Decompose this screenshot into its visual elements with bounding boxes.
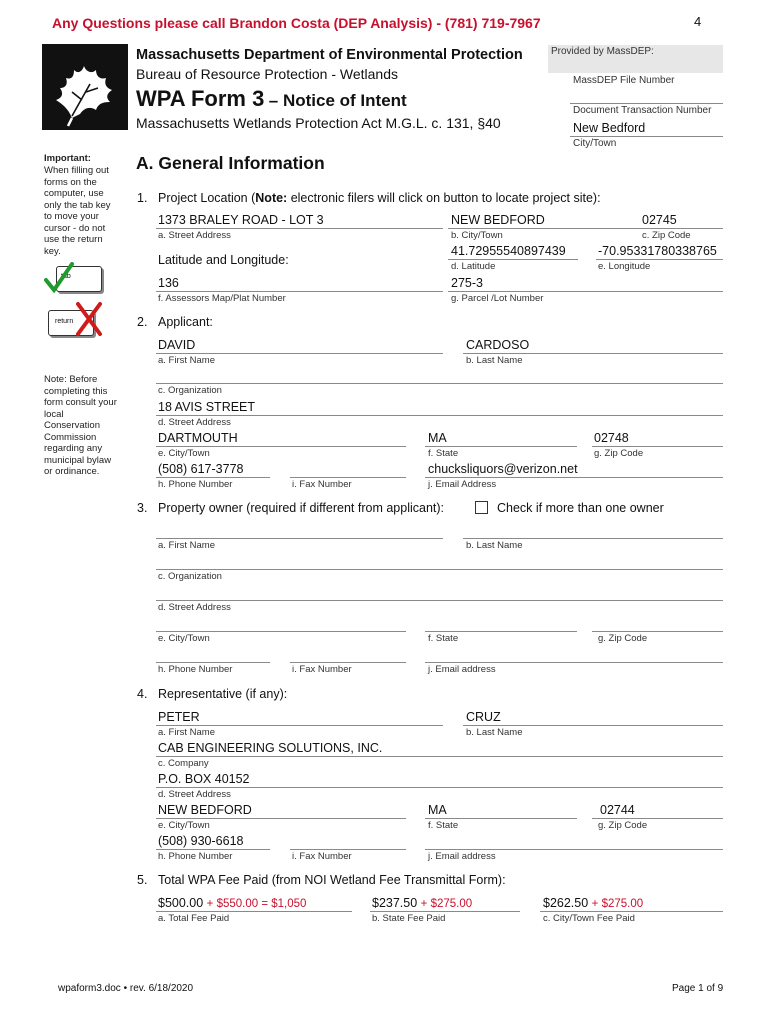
section-a-title: A. General Information [136, 153, 325, 173]
q3-zip-label: g. Zip Code [598, 633, 648, 644]
q4-state-input[interactable]: MA [428, 803, 447, 817]
q2-first-name-input[interactable]: DAVID [158, 338, 196, 352]
q2-city-input[interactable]: DARTMOUTH [158, 431, 238, 445]
act-citation: Massachusetts Wetlands Protection Act M.G.L. c. 131, §40 [136, 115, 501, 131]
q2-street-line [156, 415, 723, 416]
red-x-icon [74, 302, 104, 336]
form-subtitle: – Notice of Intent [268, 91, 407, 110]
q5-city-fee-label: c. City/Town Fee Paid [543, 913, 635, 924]
q4-first-name-line [156, 725, 443, 726]
q3-first-name-label: a. First Name [158, 540, 216, 551]
q3-city-line [156, 631, 406, 632]
q3-zip-line [592, 631, 723, 632]
q5-total-fee-value: $500.00 [158, 896, 204, 910]
q4-first-name-label: a. First Name [158, 727, 216, 738]
q4-street-input[interactable]: P.O. BOX 40152 [158, 772, 250, 786]
q3-fax-label: i. Fax Number [292, 664, 352, 675]
multiple-owner-checkbox[interactable] [475, 501, 488, 514]
q1-city-zip-line [448, 228, 723, 229]
q2-last-name-line [463, 353, 723, 354]
q1-zip-input[interactable]: 02745 [642, 213, 677, 227]
multiple-owner-label: Check if more than one owner [497, 501, 664, 515]
q4-phone-label: h. Phone Number [158, 851, 233, 862]
q2-number: 2. [137, 315, 148, 329]
q1-city-label: b. City/Town [451, 230, 503, 241]
q4-state-line [425, 818, 577, 819]
q3-street-label: d. Street Address [158, 602, 231, 613]
q1-longitude-line [596, 259, 723, 260]
q4-city-line [156, 818, 406, 819]
footer-doc: wpaform3.doc • rev. 6/18/2020 [58, 983, 194, 994]
q4-first-name-input[interactable]: PETER [158, 710, 200, 724]
q4-email-label: j. Email address [428, 851, 496, 862]
q3-org-line [156, 569, 723, 570]
q2-street-input[interactable]: 18 AVIS STREET [158, 400, 256, 414]
q4-zip-label: g. Zip Code [598, 820, 648, 831]
q1-city-input[interactable]: NEW BEDFORD [451, 213, 545, 227]
q1-latitude-line [448, 259, 578, 260]
q1-parcel-input[interactable]: 275-3 [451, 276, 483, 290]
oak-leaf-icon [42, 44, 128, 130]
q4-zip-line [592, 818, 723, 819]
q1-zip-label: c. Zip Code [642, 230, 691, 241]
q3-phone-line [156, 662, 270, 663]
q2-last-name-input[interactable]: CARDOSO [466, 338, 530, 352]
q4-street-label: d. Street Address [158, 789, 231, 800]
q4-email-line [425, 849, 723, 850]
q1-text-bold: Note: [255, 191, 288, 205]
q4-company-input[interactable]: CAB ENGINEERING SOLUTIONS, INC. [158, 741, 383, 755]
q1-latitude-input[interactable]: 41.72955540897439 [451, 244, 566, 258]
q3-first-name-line [156, 538, 443, 539]
q2-state-input[interactable]: MA [428, 431, 447, 445]
q1-map-label: f. Assessors Map/Plat Number [158, 293, 286, 304]
q1-text-pre: Project Location ( [158, 191, 256, 205]
q2-first-name-label: a. First Name [158, 355, 216, 366]
q2-email-input[interactable]: chucksliquors@verizon.net [428, 462, 578, 476]
q3-question: Property owner (required if different from applicant): [158, 501, 445, 515]
q5-state-fee-label: b. State Fee Paid [372, 913, 446, 924]
q4-phone-line [156, 849, 270, 850]
important-title: Important: [44, 153, 91, 164]
q5-number: 5. [137, 873, 148, 887]
tab-key-graphic [44, 262, 104, 296]
q1-number: 1. [137, 191, 148, 205]
q3-email-label: j. Email address [428, 664, 496, 675]
q3-street-line [156, 600, 723, 601]
checkmark-icon [44, 262, 74, 294]
q1-longitude-input[interactable]: -70.95331780338765 [598, 244, 717, 258]
file-number-line [570, 103, 723, 104]
footer-page: Page 1 of 9 [672, 983, 724, 994]
q2-street-label: d. Street Address [158, 417, 231, 428]
q1-street-label: a. Street Address [158, 230, 231, 241]
q5-city-fee-line [540, 911, 723, 912]
q4-company-line [156, 756, 723, 757]
form-title: WPA Form 3 [136, 86, 265, 111]
doc-transaction-label: Document Transaction Number [573, 105, 712, 116]
q2-last-name-label: b. Last Name [466, 355, 523, 366]
q1-map-line [156, 291, 443, 292]
q4-fax-line [290, 849, 406, 850]
q2-email-line [425, 477, 723, 478]
q4-last-name-line [463, 725, 723, 726]
q1-parcel-label: g. Parcel /Lot Number [451, 293, 544, 304]
q2-org-line [156, 383, 723, 384]
return-key-label: return [55, 318, 74, 325]
q2-phone-input[interactable]: (508) 617-3778 [158, 462, 244, 476]
q4-company-label: c. Company [158, 758, 209, 769]
q1-text-post: electronic filers will click on button to locate project site): [287, 191, 601, 205]
q5-state-fee-input[interactable] [372, 896, 472, 911]
q5-question: Total WPA Fee Paid (from NOI Wetland Fee Transmittal Form): [158, 873, 506, 887]
q1-parcel-line [448, 291, 723, 292]
q1-street-line [156, 228, 443, 229]
q5-city-fee-value: $262.50 [543, 896, 589, 910]
agency-department: Massachusetts Department of Environmental Protection [136, 47, 523, 63]
q2-email-label: j. Email Address [428, 479, 497, 490]
q3-fax-line [290, 662, 406, 663]
city-town-value[interactable]: New Bedford [573, 121, 646, 135]
q3-org-label: c. Organization [158, 571, 222, 582]
q5-total-fee-input[interactable] [158, 896, 306, 911]
q4-last-name-input[interactable]: CRUZ [466, 710, 501, 724]
q2-zip-line [592, 446, 723, 447]
q5-state-fee-line [370, 911, 520, 912]
q4-phone-input[interactable]: (508) 930-6618 [158, 834, 244, 848]
q4-last-name-label: b. Last Name [466, 727, 523, 738]
q3-number: 3. [137, 501, 148, 515]
q2-phone-label: h. Phone Number [158, 479, 233, 490]
form-title-line [136, 86, 407, 112]
q5-total-fee-line [156, 911, 352, 912]
q2-state-line [425, 446, 577, 447]
q2-city-label: e. City/Town [158, 448, 210, 459]
q4-question: Representative (if any): [158, 687, 288, 701]
city-town-label: City/Town [573, 138, 617, 149]
page-number-top: 4 [694, 14, 702, 29]
q4-state-label: f. State [428, 820, 459, 831]
q2-zip-input[interactable]: 02748 [594, 431, 629, 445]
massdep-file-number-label: MassDEP File Number [573, 75, 675, 86]
q2-state-label: f. State [428, 448, 459, 459]
q5-state-fee-value: $237.50 [372, 896, 418, 910]
q1-street-input[interactable]: 1373 BRALEY ROAD - LOT 3 [158, 213, 324, 227]
note-text: Note: Before completing this form consult your local Conservation Commission regarding any municipal bylaw or ordinance. [44, 374, 117, 477]
q2-first-name-line [156, 353, 443, 354]
massdep-logo [42, 44, 128, 130]
q3-city-label: e. City/Town [158, 633, 210, 644]
q5-state-fee-annotation: + $275.00 [420, 898, 473, 910]
return-key-graphic [44, 302, 106, 338]
q4-zip-input[interactable]: 02744 [600, 803, 635, 817]
agency-bureau: Bureau of Resource Protection - Wetlands [136, 66, 398, 82]
q4-street-line [156, 787, 723, 788]
top-notice: Any Questions please call Brandon Costa (DEP Analysis) - (781) 719-7967 [52, 15, 541, 31]
q3-state-line [425, 631, 577, 632]
q5-total-fee-label: a. Total Fee Paid [158, 913, 230, 924]
important-text: When filling out forms on the computer, use only the tab key to move your cursor - do not use the return key. [44, 165, 111, 257]
q2-phone-line [156, 477, 270, 478]
q2-question: Applicant: [158, 315, 213, 329]
q4-city-input[interactable]: NEW BEDFORD [158, 803, 252, 817]
q5-total-fee-annotation: + $550.00 = $1,050 [206, 898, 307, 910]
q1-latlong-label: Latitude and Longitude: [158, 253, 289, 267]
provided-by-title: Provided by MassDEP: [551, 46, 654, 57]
q4-fax-label: i. Fax Number [292, 851, 352, 862]
q1-question [158, 191, 601, 205]
q1-longitude-label: e. Longitude [598, 261, 651, 272]
q2-zip-label: g. Zip Code [594, 448, 644, 459]
q3-phone-label: h. Phone Number [158, 664, 233, 675]
q3-email-line [425, 662, 723, 663]
q2-org-label: c. Organization [158, 385, 222, 396]
tab-key-label: tab [61, 273, 71, 280]
q3-state-label: f. State [428, 633, 459, 644]
q2-city-line [156, 446, 406, 447]
q2-fax-line [290, 477, 406, 478]
city-town-line [570, 136, 723, 137]
q1-map-input[interactable]: 136 [158, 276, 179, 290]
q5-city-fee-input[interactable] [543, 896, 643, 911]
q1-latitude-label: d. Latitude [451, 261, 496, 272]
q4-city-label: e. City/Town [158, 820, 210, 831]
q3-last-name-line [463, 538, 723, 539]
q5-city-fee-annotation: + $275.00 [591, 898, 644, 910]
q2-fax-label: i. Fax Number [292, 479, 352, 490]
q3-last-name-label: b. Last Name [466, 540, 523, 551]
q4-number: 4. [137, 687, 148, 701]
